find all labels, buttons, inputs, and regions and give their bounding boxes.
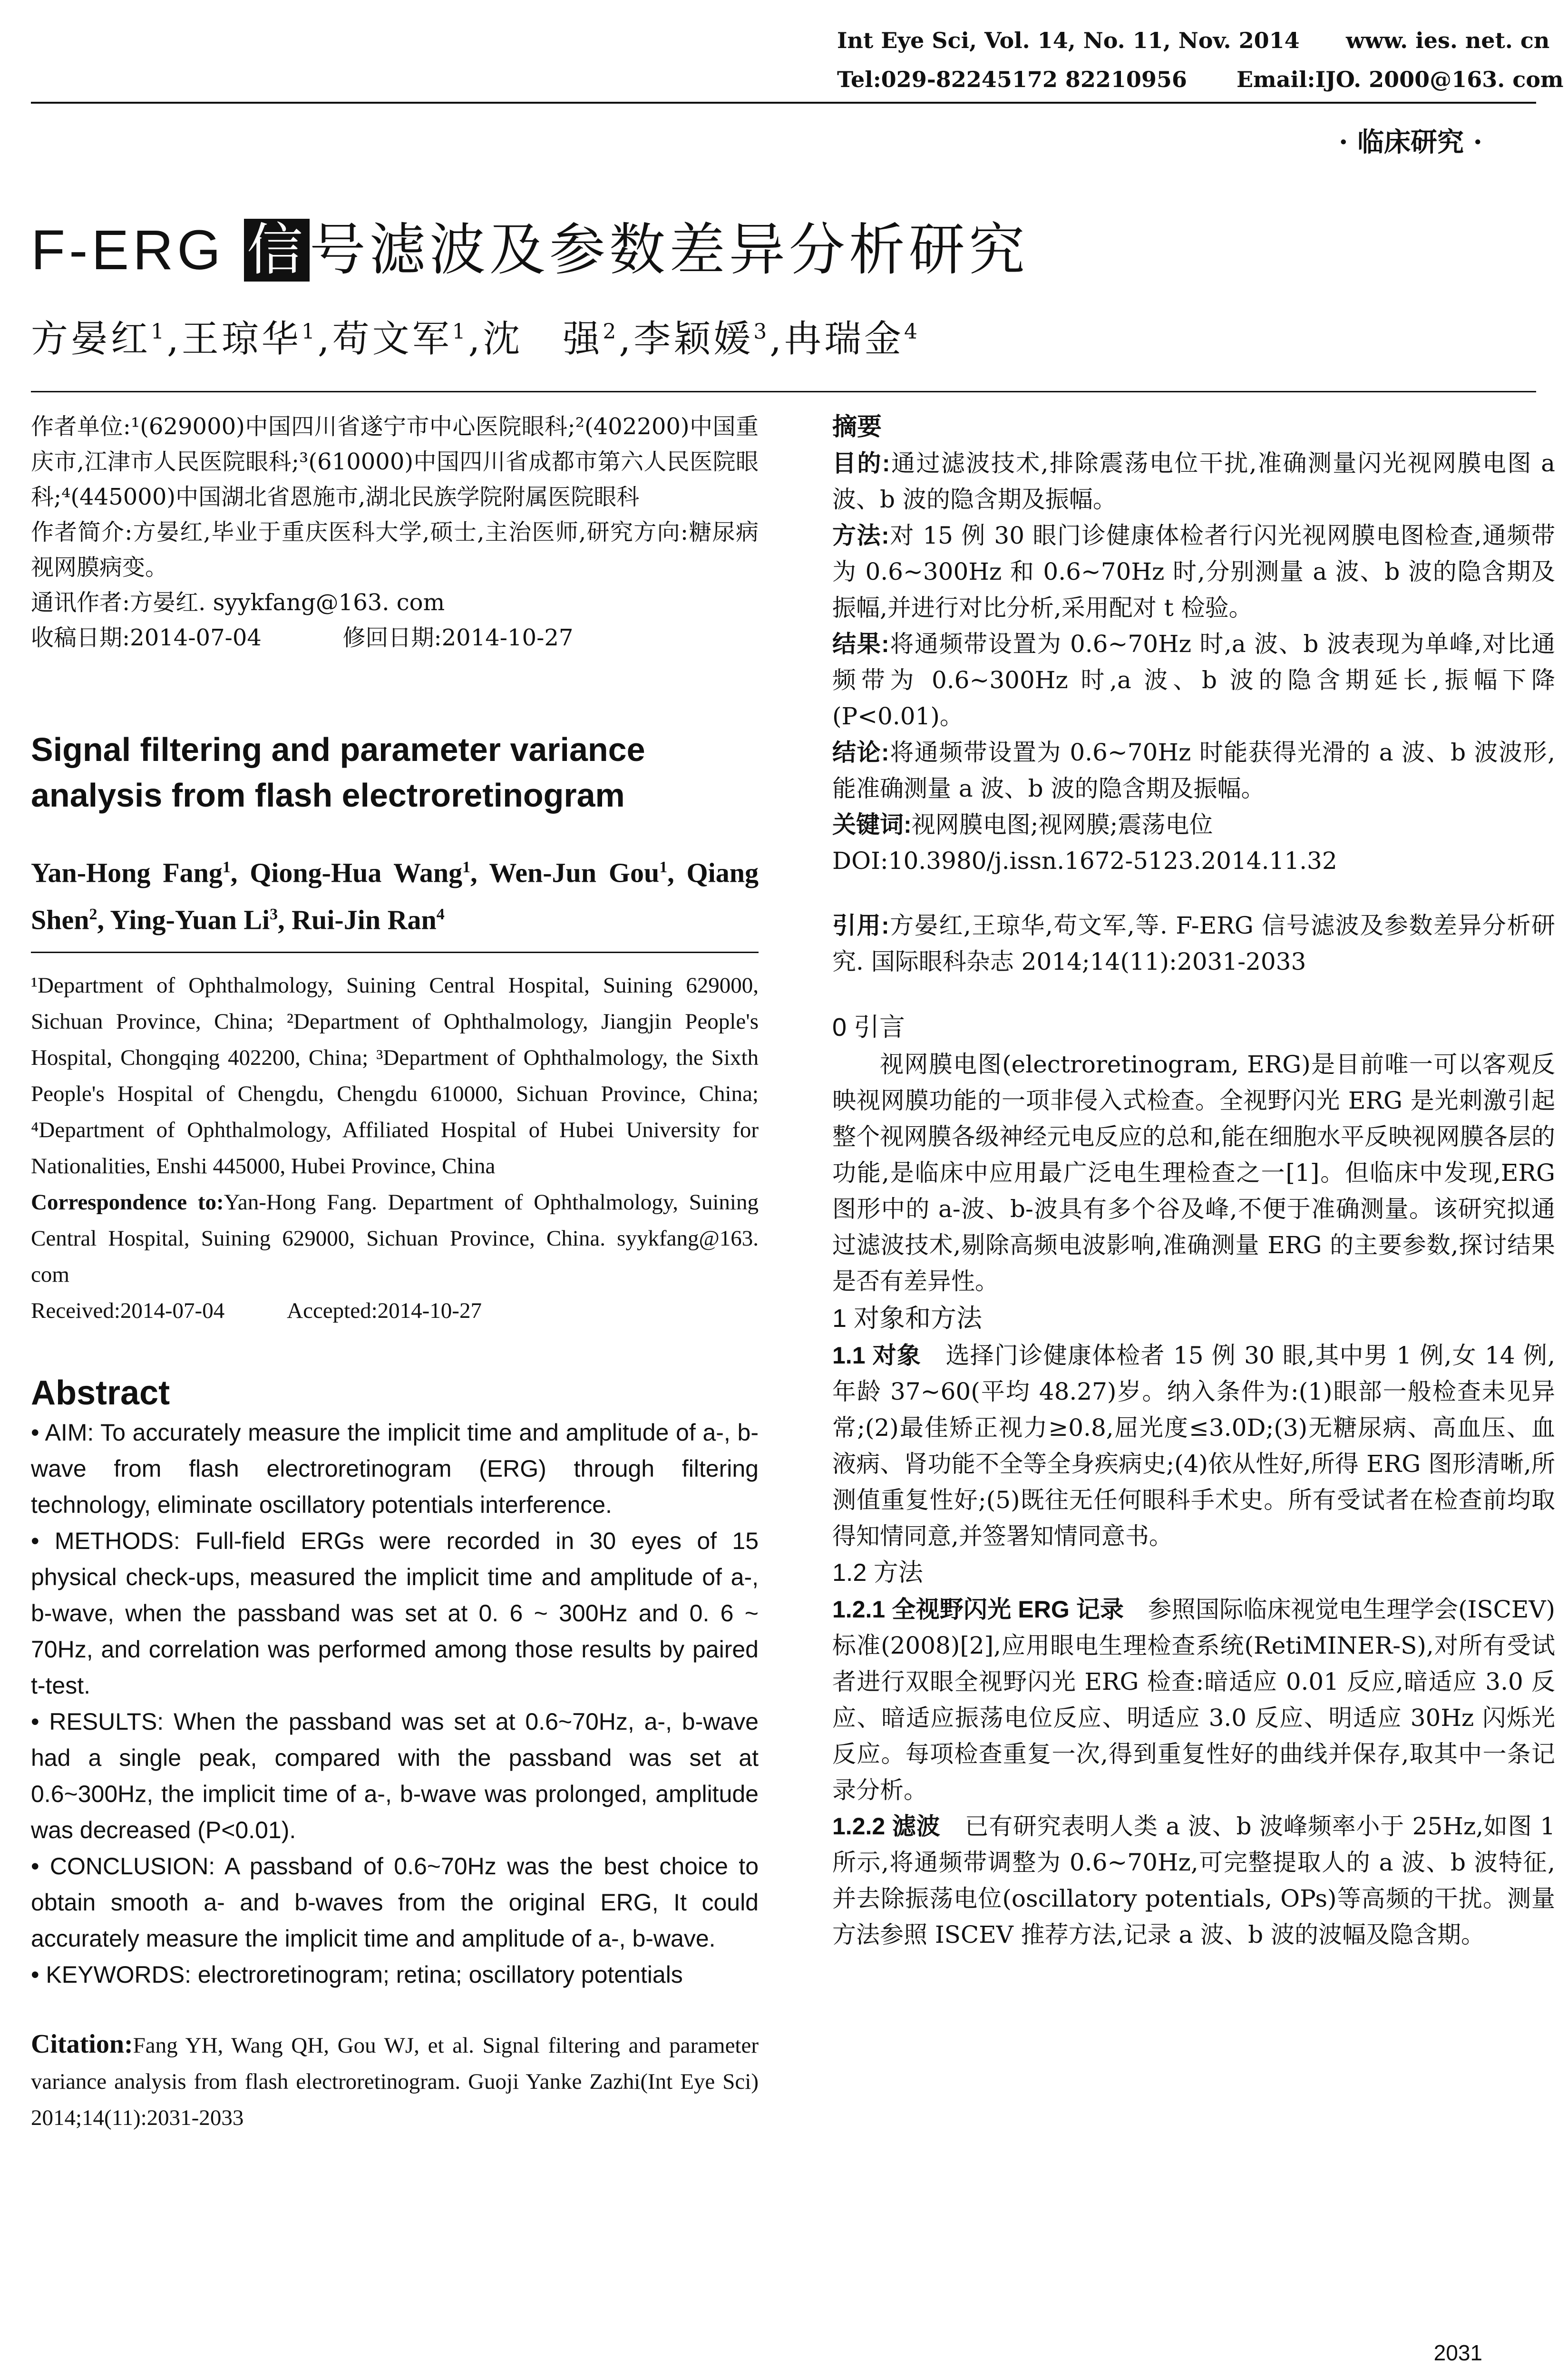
- objective-label: 目的:: [832, 450, 890, 477]
- section-1-1-label: 1.1 对象: [832, 1342, 922, 1369]
- author-cn: ,沈 强: [468, 318, 603, 360]
- journal-tel: Tel:029-82245172 82210956: [837, 67, 1187, 92]
- revised-date-cn: 修回日期:2014-10-27: [342, 624, 574, 651]
- correspondence-cn: 通讯作者:方晏红. syykfang@163. com: [31, 589, 445, 616]
- abstract-heading: Abstract: [31, 1374, 170, 1412]
- author-en: Yan-Hong Fang: [31, 857, 223, 888]
- author-sup: 1: [452, 320, 468, 344]
- received-date-cn: 收稿日期:2014-07-04: [31, 624, 262, 651]
- authors-rule: [31, 952, 759, 953]
- section-1-2-1: [832, 1591, 1555, 1808]
- section-label: · 临床研究 ·: [1339, 127, 1482, 158]
- abstract-keywords: • KEYWORDS: electroretinogram; retina; oscillatory potentials: [31, 1961, 683, 1988]
- title-highlight: 信: [244, 219, 310, 282]
- author-en: Ying-Yuan Li: [110, 904, 270, 935]
- objective-cn: [832, 445, 1555, 517]
- author-en: Qiang Shen: [31, 857, 759, 935]
- methods-label: 方法:: [832, 522, 889, 549]
- article-title: [31, 205, 1029, 285]
- methods-cn: [832, 517, 1555, 626]
- results-cn: [832, 626, 1555, 734]
- abstract-cn-label: 摘要: [832, 413, 882, 441]
- author-en: Wen-Jun Gou: [489, 857, 660, 888]
- title-rest: 号滤波及参数差异分析研究: [309, 219, 1029, 282]
- dates-cn: [31, 620, 759, 655]
- authors-en: Yan-Hong Fang$^1$, Qiong-Hua Wang$^1$, Wen-Jun Gou$^1$, Qiang Shen$^2$, Ying-Yuan Li$^3$, Rui-Jin Ran$^4$: [31, 857, 759, 935]
- spacer: [832, 879, 1555, 907]
- section-1-1: [832, 1337, 1555, 1554]
- journal-header: [837, 28, 1550, 53]
- citation-cn: [832, 907, 1555, 980]
- section-1-2-1-label: 1.2.1 全视野闪光 ERG 记录: [832, 1596, 1124, 1623]
- conclusion-text: 将通频带设置为 0.6~70Hz 时能获得光滑的 a 波、b 波波形,能准确测量 a 波、b 波的隐含期及振幅。: [832, 739, 1555, 802]
- journal-website[interactable]: www. ies. net. cn: [1346, 28, 1550, 53]
- section-1-2-1-text: 参照国际临床视觉电生理学会(ISCEV)标准(2008)[2],应用眼电生理检查系统(RetiMINER-S),对所有受试者进行双眼全视野闪光 ERG 检查:暗适应 0.01 反应,暗适应 3.0 反应、暗适应振荡电位反应、明适应 3.0 反应、明适应 30Hz 闪烁光反应。每项检查重复一次,得到重复性好的曲线并保存,取其中一条记录分析。: [832, 1596, 1555, 1804]
- journal-email[interactable]: Email:IJO. 2000@163. com: [1237, 67, 1564, 92]
- author-en: Qiong-Hua Wang: [250, 857, 463, 888]
- page-number: 2031: [1433, 2340, 1482, 2365]
- section-0-heading: 0 引言: [832, 1013, 906, 1042]
- author-intro: 作者简介:方晏红,毕业于重庆医科大学,硕士,主治医师,研究方向:糖尿病视网膜病变。: [31, 519, 759, 581]
- citation-en: [31, 2026, 759, 2136]
- author-cn: ,冉瑞金: [769, 318, 904, 360]
- author-sup: 1: [151, 320, 167, 344]
- dates-en: [31, 1293, 759, 1329]
- header-rule: [31, 102, 1536, 104]
- correspondence-en: [31, 1184, 759, 1293]
- author-cn: ,苟文军: [317, 318, 452, 360]
- author-en: Rui-Jin Ran: [292, 904, 437, 935]
- section-1-heading: 1 对象和方法: [832, 1304, 983, 1333]
- left-column: [31, 409, 759, 2136]
- citation-label: Citation:: [31, 2029, 133, 2059]
- author-sup: 1: [222, 858, 231, 876]
- author-sup: 1: [301, 320, 318, 344]
- correspondence-label: Correspondence to:: [31, 1189, 224, 1215]
- received-date-en: Received:2014-07-04: [31, 1298, 225, 1323]
- accepted-date-en: Accepted:2014-10-27: [287, 1298, 482, 1323]
- section-1-2-2-label: 1.2.2 滤波: [832, 1813, 941, 1840]
- abstract-results: • RESULTS: When the passband was set at 0.6~70Hz, a-, b-wave had a single peak, compared with the passband was set at 0.6~300Hz, the implicit time of a-, b-wave was prolonged, amplitude was decreased (P<0.01).: [31, 1708, 759, 1843]
- affiliation-en: ¹Department of Ophthalmology, Suining Central Hospital, Suining 629000, Sichuan Province, China; ²Department of Ophthalmology, Jiangjin People's Hospital, Chongqing 402200, China; ³Department of Ophthalmology, the Sixth People's Hospital of Chengdu, Chengdu 610000, Sichuan Province, China; ⁴Department of Ophthalmology, Affiliated Hospital of Hubei University for Nationalities, Enshi 445000, Hubei Province, China: [31, 973, 759, 1179]
- citation-text: Fang YH, Wang QH, Gou WJ, et al. Signal filtering and parameter variance analysis from flash electroretinogram. Guoji Yanke Zazhi(Int Eye Sci) 2014;14(11):2031-2033: [31, 2033, 759, 2130]
- author-sup: 4: [904, 320, 920, 344]
- conclusion-label: 结论:: [832, 739, 889, 766]
- authors-cn: [31, 309, 920, 362]
- author-sup: 1: [462, 858, 471, 876]
- cite-label: 引用:: [832, 912, 889, 939]
- abstract-cn-heading: [832, 409, 1555, 445]
- objective-text: 通过滤波技术,排除震荡电位干扰,准确测量闪光视网膜电图 a 波、b 波的隐含期及振幅。: [832, 449, 1555, 513]
- journal-contact: [837, 67, 1564, 92]
- methods-text: 对 15 例 30 眼门诊健康体检者行闪光视网膜电图检查,通频带为 0.6~300Hz 和 0.6~70Hz 时,分别测量 a 波、b 波的隐含期及振幅,并进行对比分析,采用配对 t 检验。: [832, 522, 1555, 622]
- keywords-label: 关键词:: [832, 811, 912, 838]
- author-sup: 3: [270, 906, 278, 924]
- author-sup: 1: [659, 858, 668, 876]
- intro-paragraph: 视网膜电图(electroretinogram, ERG)是目前唯一可以客观反映视网膜功能的一项非侵入式检查。全视野闪光 ERG 是光刺激引起整个视网膜各级神经元电反应的总和,能在细胞水平反映视网膜各层的功能,是临床中应用最广泛电生理检查之一[1]。但临床中发现,ERG 图形中的 a-波、b-波具有多个谷及峰,不便于准确测量。该研究拟通过滤波技术,剔除高频电波影响,准确测量 ERG 的主要参数,探讨结果是否有差异性。: [832, 1051, 1555, 1295]
- section-1-2-2-text: 已有研究表明人类 a 波、b 波峰频率小于 25Hz,如图 1 所示,将通频带调整为 0.6~70Hz,可完整提取人的 a 波、b 波特征,并去除振荡电位(oscillatory potentials, OPs)等高频的干扰。测量方法参照 ISCEV 推荐方法,记录 a 波、b 波的波幅及隐含期。: [832, 1812, 1556, 1948]
- abstract-methods: • METHODS: Full-field ERGs were recorded in 30 eyes of 15 physical check-ups, measured the implicit time and amplitude of a-, b-wave, when the passband was set at 0. 6 ~ 300Hz and 0. 6 ~ 70Hz, and correlation was performed among those results by paired t-test.: [31, 1527, 759, 1699]
- conclusion-cn: [832, 734, 1555, 807]
- doi[interactable]: DOI:10.3980/j.issn.1672-5123.2014.11.32: [832, 847, 1337, 875]
- author-cn: ,李颖媛: [619, 318, 754, 360]
- results-label: 结果:: [832, 631, 889, 657]
- keywords-cn: [832, 807, 1555, 843]
- spacer: [832, 980, 1555, 1008]
- section-1-2-heading: 1.2 方法: [832, 1559, 923, 1587]
- author-sup: 4: [436, 906, 445, 924]
- results-text: 将通频带设置为 0.6~70Hz 时,a 波、b 波表现为单峰,对比通频带为 0.6~300Hz 时,a 波、b 波的隐含期延长,振幅下降(P<0.01)。: [832, 630, 1555, 730]
- abstract-aim: • AIM: To accurately measure the implicit time and amplitude of a-, b-wave from flash electroretinogram (ERG) through filtering technology, eliminate oscillatory potentials interference.: [31, 1419, 759, 1518]
- english-title: Signal filtering and parameter variance analysis from flash electroretinogram: [31, 731, 645, 814]
- title-prefix: F-ERG: [31, 219, 244, 282]
- author-sup: 2: [603, 320, 619, 344]
- author-cn: 方晏红: [31, 318, 151, 360]
- right-column: [832, 409, 1555, 1953]
- section-1-1-text: 选择门诊健康体检者 15 例 30 眼,其中男 1 例,女 14 例,年龄 37~60(平均 48.27)岁。纳入条件为:(1)眼部一般检查未见异常;(2)最佳矫正视力≥0.8,屈光度≤3.0D;(3)无糖尿病、高血压、血液病、肾功能不全等全身疾病史;(4)依从性好,所得 ERG 图形清晰,所测值重复性好;(5)既往无任何眼科手术史。所有受试者在检查前均取得知情同意,并签署知情同意书。: [832, 1342, 1555, 1550]
- correspondence-text: Yan-Hong Fang. Department of Ophthalmology, Suining Central Hospital, Suining 629000, Sichuan Province, China. syykfang@163. com: [31, 1189, 759, 1287]
- author-sup: 2: [89, 906, 97, 924]
- abstract-conclusion: • CONCLUSION: A passband of 0.6~70Hz was the best choice to obtain smooth a- and b-waves from the original ERG, It could accurately measure the implicit time and amplitude of a-, b-wave.: [31, 1852, 759, 1952]
- title-rule: [31, 391, 1536, 392]
- affiliation-cn: 作者单位:¹(629000)中国四川省遂宁市中心医院眼科;²(402200)中国重庆市,江津市人民医院眼科;³(610000)中国四川省成都市第六人民医院眼科;⁴(445000)中国湖北省恩施市,湖北民族学院附属医院眼科: [31, 413, 759, 510]
- author-sup: 3: [753, 320, 770, 344]
- journal-issue: Int Eye Sci, Vol. 14, No. 11, Nov. 2014: [837, 28, 1300, 53]
- section-1-2-2: [832, 1808, 1555, 1953]
- keywords-text: 视网膜电图;视网膜;震荡电位: [911, 811, 1213, 838]
- author-cn: ,王琼华: [167, 318, 302, 360]
- cite-text: 方晏红,王琼华,苟文军,等. F-ERG 信号滤波及参数差异分析研究. 国际眼科杂志 2014;14(11):2031-2033: [832, 912, 1555, 975]
